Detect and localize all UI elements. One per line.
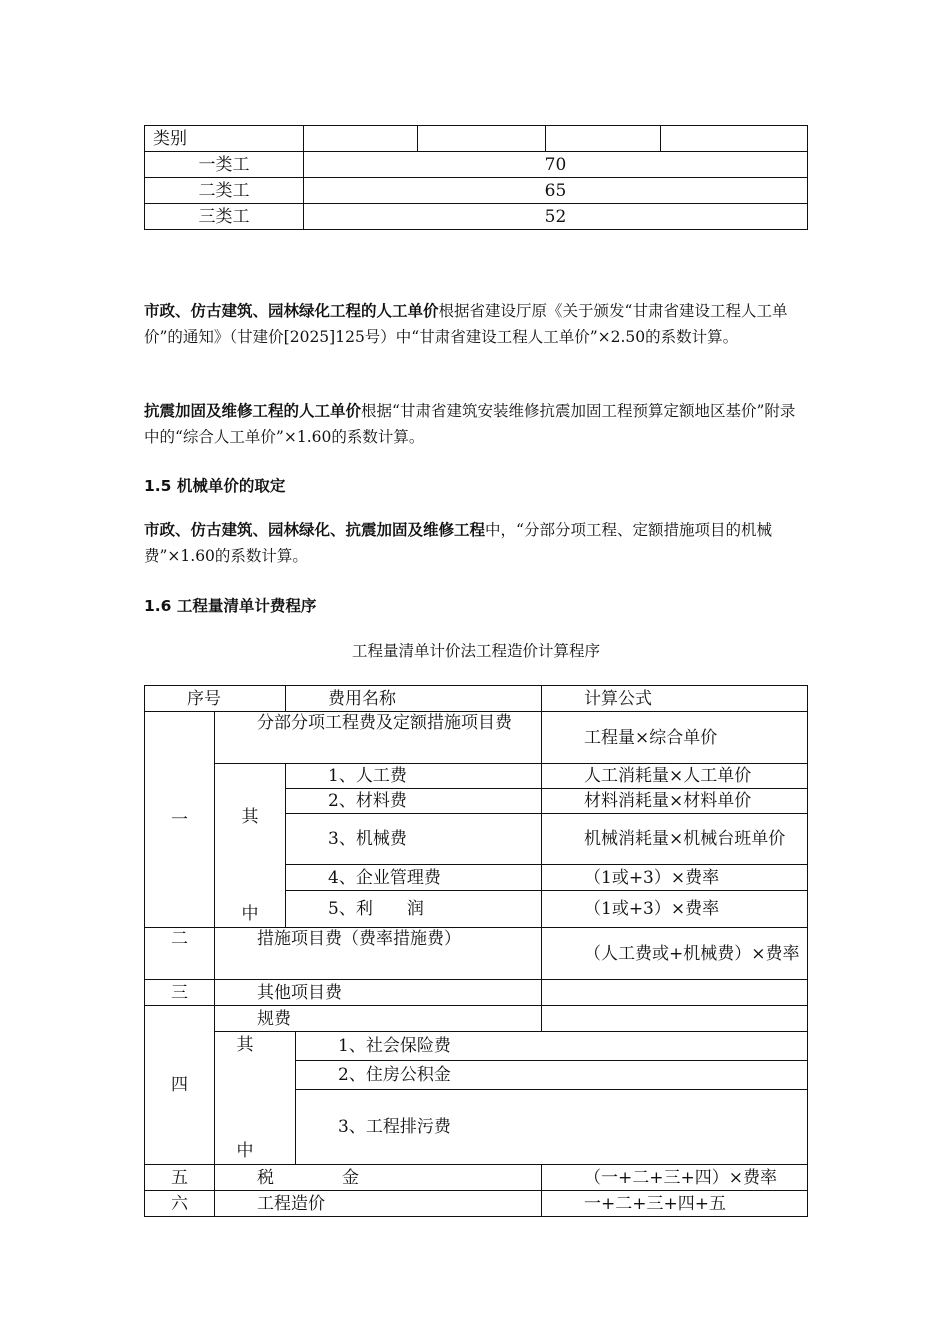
- qizhong-cell: [215, 1032, 296, 1165]
- formula-cell: （一+二+三+四）×费率: [542, 1165, 808, 1191]
- formula-cell: 工程量×综合单价: [542, 712, 808, 764]
- empty-cell: [304, 126, 418, 152]
- header-name: 费用名称: [286, 686, 542, 712]
- sub-fee-name-cell: 3、机械费: [286, 814, 542, 865]
- sub-fee-name-cell: 1、人工费: [286, 764, 542, 789]
- table-header-row: [145, 686, 808, 712]
- empty-cell: [661, 126, 808, 152]
- sub-fee-name-cell: 4、企业管理费: [286, 865, 542, 891]
- fee-name-cell: 税 金: [215, 1165, 542, 1191]
- table-row: [145, 1191, 808, 1217]
- seq-cell: 二: [145, 928, 215, 980]
- formula-cell: [542, 1006, 808, 1032]
- table-row: [145, 712, 808, 764]
- empty-cell: [418, 126, 546, 152]
- fee-name-cell: 措施项目费（费率措施费）: [215, 928, 542, 980]
- paragraph-machinery-rate: [144, 517, 808, 569]
- seq-cell: 五: [145, 1165, 215, 1191]
- qizhong-top: 其: [236, 1035, 254, 1055]
- cost-procedure-table: [144, 685, 808, 1217]
- sub-fee-name-cell: 2、住房公积金: [296, 1060, 808, 1089]
- sub-fee-name-cell: 3、工程排污费: [296, 1089, 808, 1164]
- value-cell: 52: [304, 204, 808, 230]
- section-heading-1-5: 1.5 机械单价的取定: [144, 477, 286, 495]
- paragraph-text: 根据“甘肃省建筑安装维修抗震加固工程预算定额地区基价”附录中的“综合人工单价”×1.60的系数计算。: [144, 402, 796, 446]
- formula-cell: （1或+3）×费率: [542, 865, 808, 891]
- table-row: [145, 152, 808, 178]
- category-cell: 二类工: [145, 178, 304, 204]
- table-row: [145, 1032, 808, 1061]
- table-row: [145, 204, 808, 230]
- table-row: [145, 1006, 808, 1032]
- section-heading-1-6: 1.6 工程量清单计费程序: [144, 597, 317, 615]
- formula-cell: （1或+3）×费率: [542, 891, 808, 928]
- seq-cell: 三: [145, 980, 215, 1006]
- bold-lead: 市政、仿古建筑、园林绿化工程的人工单价: [144, 302, 439, 320]
- table-row: [145, 178, 808, 204]
- table-row: [145, 980, 808, 1006]
- labor-rate-table: [144, 125, 808, 230]
- category-cell: 三类工: [145, 204, 304, 230]
- paragraph-text: 根据省建设厅原《关于颁发“甘肃省建设工程人工单价”的通知》（甘建价[2025]125号）中“甘肃省建设工程人工单价”×2.50的系数计算。: [144, 302, 788, 346]
- fee-name-cell: 工程造价: [215, 1191, 542, 1217]
- qizhong-bottom: 中: [236, 1141, 254, 1161]
- fee-name-cell: 分部分项工程费及定额措施项目费: [215, 712, 542, 764]
- header-seq: 序号: [145, 686, 286, 712]
- qizhong-top: 其: [241, 807, 259, 827]
- formula-cell: 一+二+三+四+五: [542, 1191, 808, 1217]
- qizhong-cell: [215, 764, 286, 928]
- formula-cell: 材料消耗量×材料单价: [542, 789, 808, 814]
- seq-cell: 六: [145, 1191, 215, 1217]
- empty-cell: [546, 126, 661, 152]
- fee-name-cell: 其他项目费: [215, 980, 542, 1006]
- value-cell: 70: [304, 152, 808, 178]
- sub-fee-name-cell: 2、材料费: [286, 789, 542, 814]
- category-cell: 一类工: [145, 152, 304, 178]
- formula-cell: （人工费或+机械费）×费率: [542, 928, 808, 980]
- sub-fee-name-cell: 5、利 润: [286, 891, 542, 928]
- table-row: [145, 928, 808, 980]
- formula-cell: 机械消耗量×机械台班单价: [542, 814, 808, 865]
- value-cell: 65: [304, 178, 808, 204]
- seq-cell: 四: [145, 1006, 215, 1165]
- bold-lead: 市政、仿古建筑、园林绿化、抗震加固及维修工程: [144, 521, 486, 539]
- table-row: [145, 1165, 808, 1191]
- table-caption: 工程量清单计价法工程造价计算程序: [351, 642, 600, 660]
- formula-cell: 人工消耗量×人工单价: [542, 764, 808, 789]
- bold-lead: 抗震加固及维修工程的人工单价: [144, 402, 362, 420]
- category-header: 类别: [145, 126, 304, 152]
- qizhong-bottom: 中: [241, 904, 259, 924]
- paragraph-seismic-labor-rate: [144, 398, 808, 450]
- formula-cell: [542, 980, 808, 1006]
- fee-name-cell: 规费: [215, 1006, 542, 1032]
- paragraph-municipal-labor-rate: [144, 298, 808, 350]
- paragraph-text: 中，“分部分项工程、定额措施项目的机械费”×1.60的系数计算。: [144, 521, 772, 565]
- seq-cell: 一: [145, 712, 215, 928]
- table-row: [145, 764, 808, 789]
- table-row: [145, 126, 808, 152]
- sub-fee-name-cell: 1、社会保险费: [296, 1032, 808, 1061]
- header-formula: 计算公式: [542, 686, 808, 712]
